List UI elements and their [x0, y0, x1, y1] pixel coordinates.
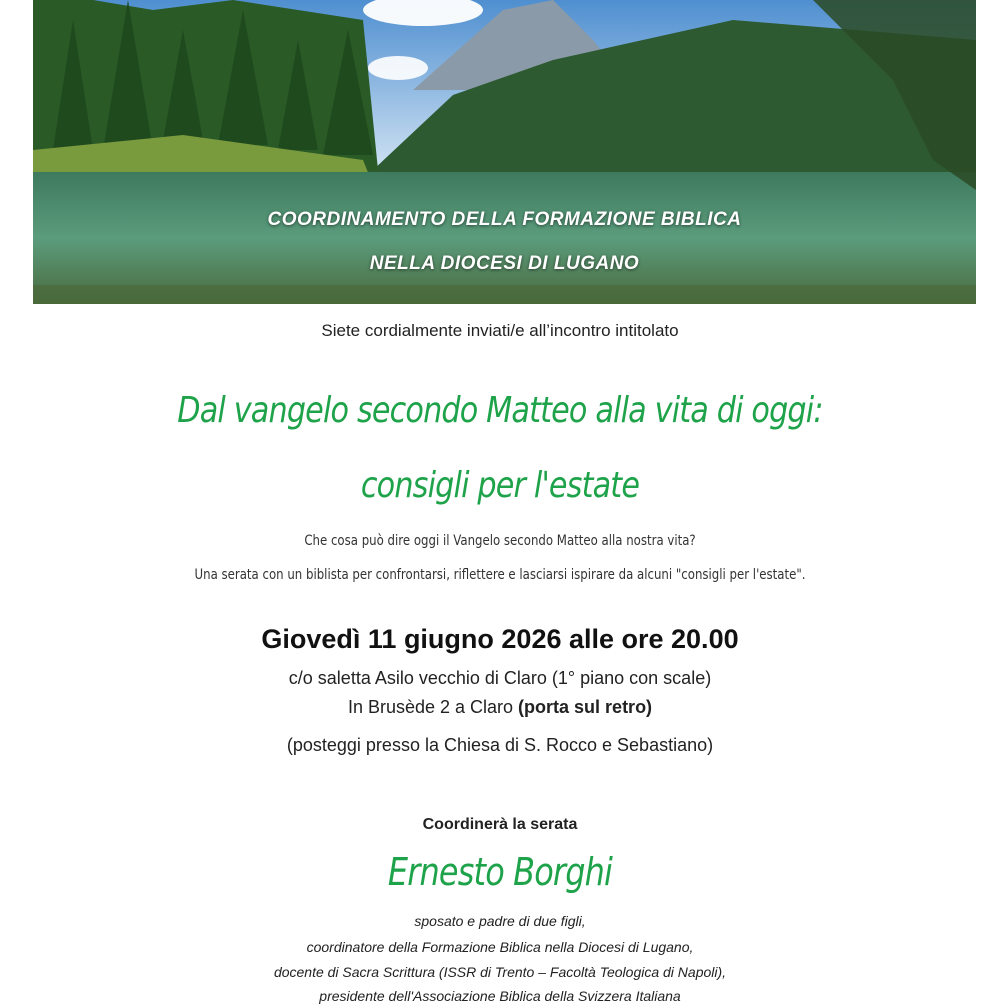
description-line-1: Che cosa può dire oggi il Vangelo secondo Matteo alla nostra vita? [304, 533, 696, 549]
coordinator-label: Coordinerà la serata [422, 816, 578, 833]
invite-text: Siete cordialmente inviati/e all’incontro intitolato [321, 321, 679, 340]
banner-title-line-2: NELLA DIOCESI DI LUGANO [369, 253, 640, 274]
event-address [0, 697, 1000, 718]
event-title-line-2: consigli per l'estate [360, 465, 640, 506]
speaker-bio-line: sposato e padre di due figli, [414, 913, 586, 929]
address-note: (porta sul retro) [518, 697, 653, 717]
event-date-time: Giovedì 11 giugno 2026 alle ore 20.00 [261, 624, 739, 654]
parking-info: (posteggi presso la Chiesa di S. Rocco e Sebastiano) [286, 735, 714, 755]
event-venue: c/o saletta Asilo vecchio di Claro (1° piano con scale) [288, 668, 712, 688]
speaker-bio-line: coordinatore della Formazione Biblica nella Diocesi di Lugano, [306, 939, 694, 955]
address-text: In Brusède 2 a Claro [347, 697, 519, 717]
landscape-banner [33, 0, 976, 304]
banner-title-line-1: COORDINAMENTO DELLA FORMAZIONE BIBLICA [267, 209, 742, 230]
speaker-bio-line: docente di Sacra Scrittura (ISSR di Trento – Facoltà Teologica di Napoli), [273, 964, 727, 980]
event-title-line-1: Dal vangelo secondo Matteo alla vita di oggi: [177, 390, 823, 431]
speaker-name: Ernesto Borghi [387, 850, 613, 894]
description-line-2: Una serata con un biblista per confrontarsi, riflettere e lasciarsi ispirare da alcuni "consigli per l'estate". [194, 567, 806, 583]
speaker-bio-line: presidente dell'Associazione Biblica della Svizzera Italiana [319, 988, 681, 1004]
